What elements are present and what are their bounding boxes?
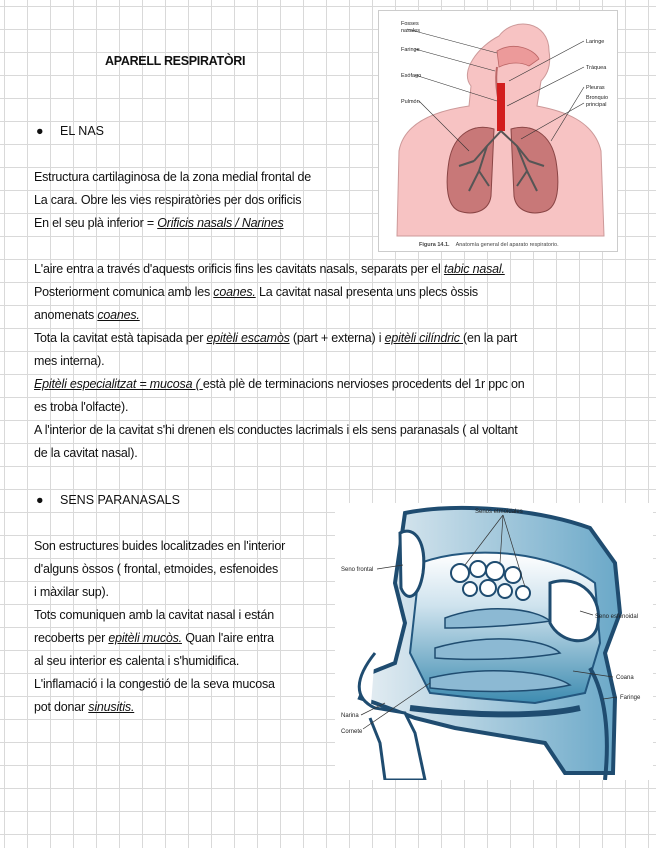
text-line bbox=[34, 170, 311, 185]
text-segment: Estructura cartilaginosa de la zona medial frontal de bbox=[34, 170, 312, 184]
text-segment: Posteriorment comunica amb les bbox=[34, 285, 214, 299]
label-esofago: Esófago bbox=[401, 73, 422, 79]
text-segment: pot donar bbox=[34, 700, 89, 714]
label-fosses-2: nasales bbox=[401, 28, 420, 34]
text-segment: Son estructures buides localitzades en l'interior bbox=[34, 539, 286, 553]
term-highlight: epitèli cilíndric bbox=[384, 331, 464, 345]
text-line bbox=[34, 400, 128, 415]
term-highlight: coanes. bbox=[97, 308, 140, 322]
term-highlight: tabic nasal. bbox=[443, 262, 505, 276]
heading-sens: SENS PARANASALS bbox=[60, 493, 180, 507]
bullet-dot: ● bbox=[36, 493, 44, 507]
label-pleuras: Pleuras bbox=[586, 85, 605, 91]
label-pulmon: Pulmón bbox=[401, 99, 420, 105]
label-cornete: Cornete bbox=[341, 729, 363, 735]
text-segment: està plè de terminacions nervioses procedents del 1r ppc on bbox=[202, 377, 525, 391]
text-line bbox=[34, 354, 104, 369]
term-highlight: epitèli mucòs. bbox=[108, 631, 182, 645]
label-coana: Coana bbox=[616, 675, 634, 681]
text-segment: anomenats bbox=[34, 308, 98, 322]
text-line bbox=[34, 331, 517, 346]
sinuses-illustration bbox=[335, 503, 653, 780]
text-segment: i màxilar sup). bbox=[34, 585, 109, 599]
text-line bbox=[34, 654, 239, 669]
page-title: APARELL RESPIRATÒRI bbox=[105, 54, 246, 68]
text-line bbox=[34, 446, 138, 461]
caption-figure-number: Figura 14.1. bbox=[419, 242, 450, 248]
term-highlight: sinusitis. bbox=[88, 700, 135, 714]
text-segment: Tota la cavitat està tapisada per bbox=[34, 331, 207, 345]
text-segment: En el seu plà inferior = bbox=[34, 216, 158, 230]
label-laringe: Laringe bbox=[586, 39, 605, 45]
heading-nas: EL NAS bbox=[60, 124, 105, 138]
label-seno-frontal: Seno frontal bbox=[341, 567, 374, 573]
respiratory-illustration bbox=[379, 11, 617, 251]
term-highlight: coanes. bbox=[213, 285, 256, 299]
text-line bbox=[34, 377, 525, 392]
label-faringe: Faringe bbox=[401, 47, 420, 53]
label-traquea: Tráquea bbox=[586, 65, 607, 71]
label-fosses-1: Fosses bbox=[401, 21, 419, 27]
label-seno-esfenoidal: Seno esfenoidal bbox=[595, 614, 639, 620]
label-faringe: Faringe bbox=[620, 695, 641, 701]
label-bronquio-1: Bronquio bbox=[586, 95, 609, 101]
term-highlight: Epitèli especialitzat = mucosa ( bbox=[34, 377, 203, 391]
label-narina: Narina bbox=[341, 713, 359, 719]
text-segment: (part + externa) i bbox=[289, 331, 385, 345]
text-segment: L'aire entra a través d'aquests orificis fins les cavitats nasals, separats per el bbox=[34, 262, 444, 276]
text-line bbox=[34, 700, 134, 715]
label-bronquio-2: principal bbox=[586, 102, 607, 108]
term-highlight: epitèli escamòs bbox=[206, 331, 290, 345]
label-senos-etmoidales: Senos etmoidales bbox=[475, 509, 523, 515]
text-segment: La cavitat nasal presenta uns plecs òssis bbox=[255, 285, 478, 299]
text-line bbox=[34, 562, 278, 577]
respiratory-system-figure bbox=[378, 10, 618, 252]
text-segment: recoberts per bbox=[34, 631, 109, 645]
text-segment: L'inflamació i la congestió de la seva mucosa bbox=[34, 677, 275, 691]
svg-text:Figura 14.1.Anatomía general d bbox=[419, 242, 559, 248]
bullet-dot: ● bbox=[36, 124, 44, 138]
caption-text: Anatomía general del aparato respiratorio. bbox=[455, 242, 559, 248]
text-line bbox=[34, 308, 140, 323]
term-highlight: Orificis nasals / Narines bbox=[157, 216, 284, 230]
text-line bbox=[34, 585, 109, 600]
text-line bbox=[34, 631, 274, 646]
text-segment: de la cavitat nasal). bbox=[34, 446, 138, 460]
text-line bbox=[34, 677, 275, 692]
text-line bbox=[34, 539, 285, 554]
text-segment: Tots comuniquen amb la cavitat nasal i están bbox=[34, 608, 274, 622]
text-line bbox=[34, 262, 505, 277]
text-line bbox=[34, 216, 284, 231]
text-segment: es troba l'olfacte). bbox=[34, 400, 129, 414]
text-line bbox=[34, 193, 301, 208]
text-line bbox=[34, 285, 478, 300]
text-line bbox=[34, 423, 518, 438]
text-segment: al seu interior es calenta i s'humidifica. bbox=[34, 654, 240, 668]
text-segment: (en la part bbox=[463, 331, 518, 345]
text-segment: Quan l'aire entra bbox=[181, 631, 274, 645]
text-segment: A l'interior de la cavitat s'hi drenen els conductes lacrimals i els sens paranasals ( al voltant bbox=[34, 423, 518, 437]
text-segment: mes interna). bbox=[34, 354, 105, 368]
text-segment: La cara. Obre les vies respiratòries per dos orificis bbox=[34, 193, 302, 207]
paranasal-sinuses-figure bbox=[335, 503, 653, 780]
text-segment: d'alguns òssos ( frontal, etmoides, esfenoides bbox=[34, 562, 279, 576]
text-line bbox=[34, 608, 274, 623]
